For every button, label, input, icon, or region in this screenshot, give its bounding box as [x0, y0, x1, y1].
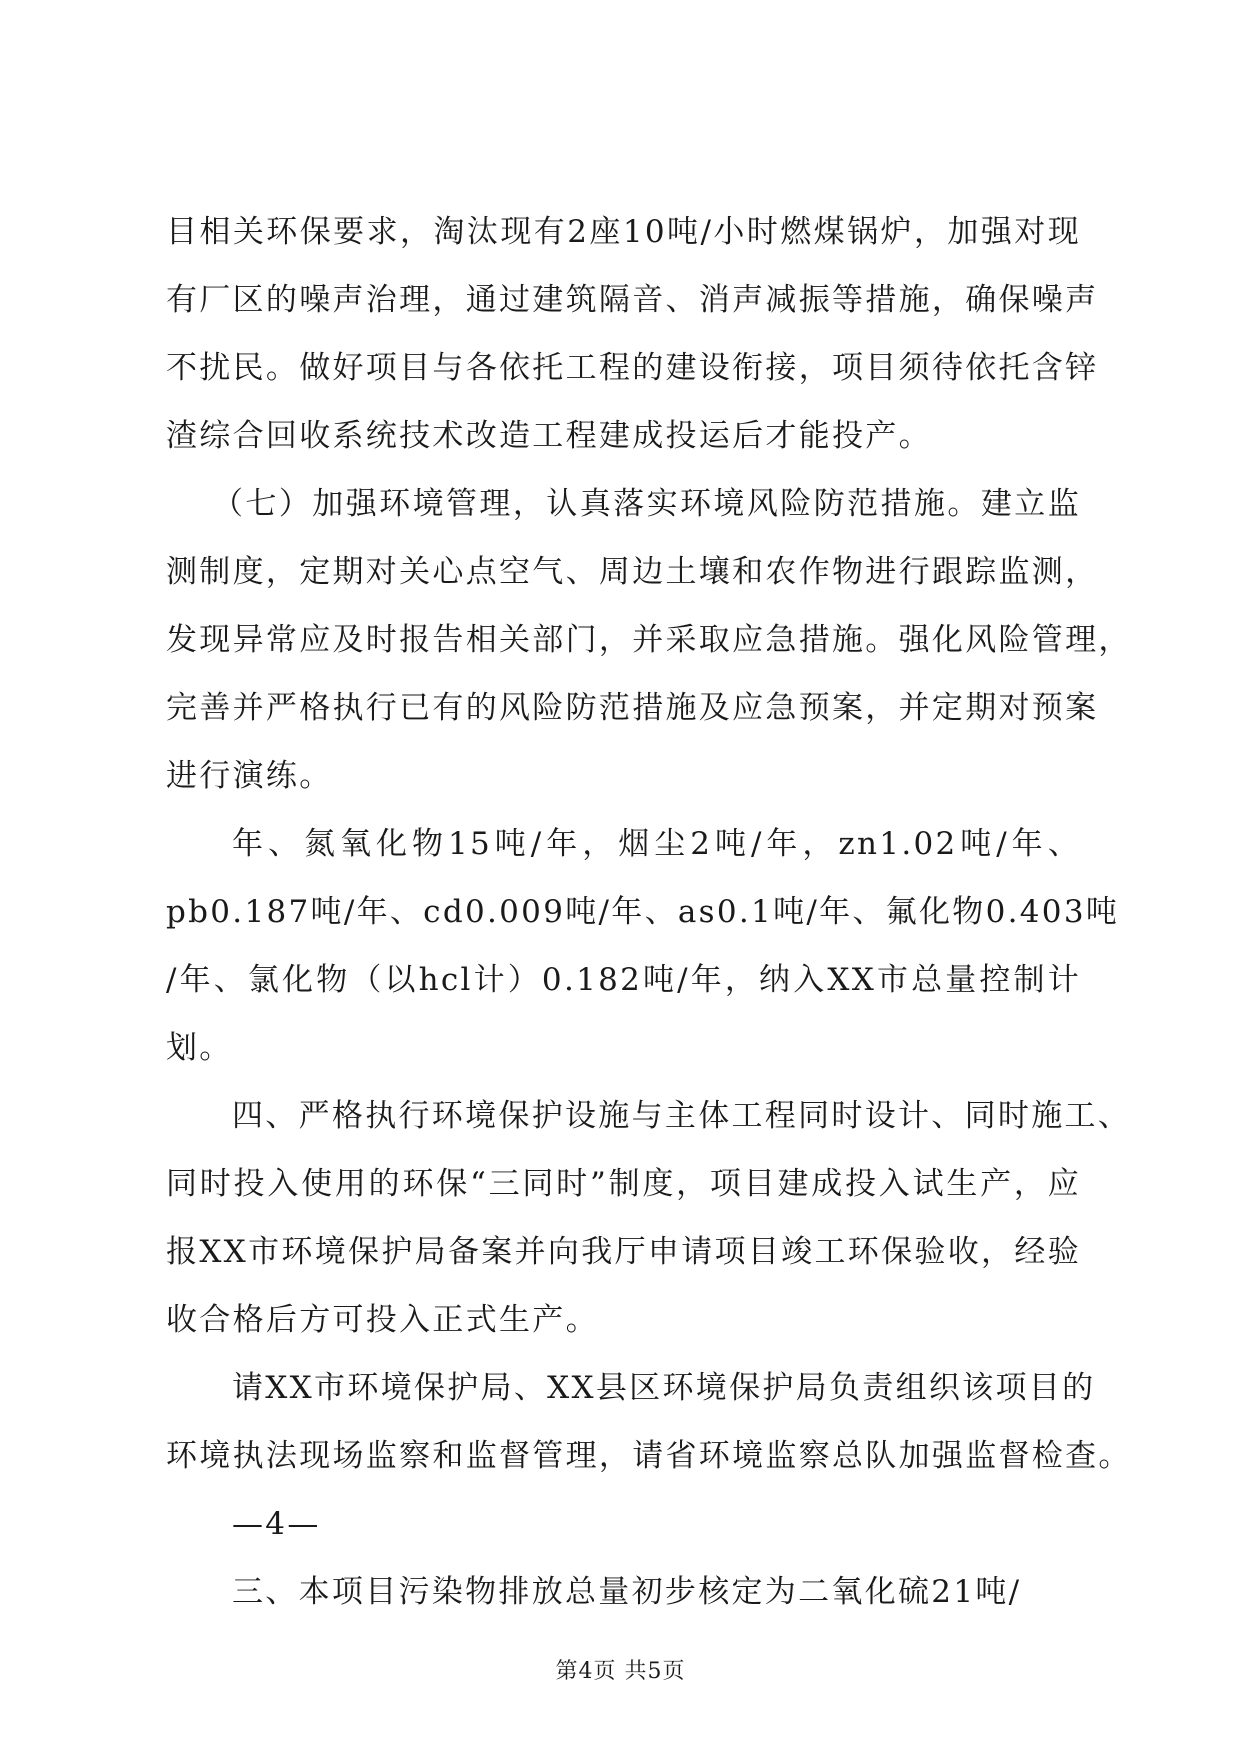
paragraph-line: 划。 [166, 1030, 233, 1066]
paragraph-line: 有厂区的噪声治理，通过建筑隔音、消声减振等措施，确保噪声 [166, 282, 1099, 318]
paragraph-line: 进行演练。 [166, 758, 333, 794]
paragraph-line: 渣综合回收系统技术改造工程建成投运后才能投产。 [166, 418, 932, 454]
paragraph-line: 发现异常应及时报告相关部门，并采取应急措施。强化风险管理， [166, 622, 1132, 658]
paragraph-line: 三、本项目污染物排放总量初步核定为二氧化硫21吨/ [232, 1574, 1022, 1610]
paragraph-line: 年、氮氧化物15吨/年，烟尘2吨/年，zn1.02吨/年、 [232, 826, 1081, 862]
paragraph-line: 请XX市环境保护局、XX县区环境保护局负责组织该项目的 [232, 1370, 1096, 1406]
paragraph-line: 同时投入使用的环保“三同时”制度，项目建成投入试生产，应 [166, 1166, 1081, 1202]
paragraph-line: 报XX市环境保护局备案并向我厅申请项目竣工环保验收，经验 [166, 1234, 1081, 1270]
paragraph-line: 四、严格执行环境保护设施与主体工程同时设计、同时施工、 [232, 1098, 1132, 1134]
inline-page-number: —4— [232, 1506, 321, 1542]
paragraph-line: 完善并严格执行已有的风险防范措施及应急预案，并定期对预案 [166, 690, 1099, 726]
paragraph-line: /年、氯化物（以hcl计）0.182吨/年，纳入XX市总量控制计 [166, 962, 1081, 998]
paragraph-line: 环境执法现场监察和监督管理，请省环境监察总队加强监督检查。 [166, 1438, 1132, 1474]
paragraph-line: 测制度，定期对关心点空气、周边土壤和农作物进行跟踪监测， [166, 554, 1099, 590]
paragraph-line: 不扰民。做好项目与各依托工程的建设衔接，项目须待依托含锌 [166, 350, 1099, 386]
paragraph-line: （七）加强环境管理，认真落实环境风险防范措施。建立监 [212, 486, 1081, 522]
paragraph-line: pb0.187吨/年、cd0.009吨/年、as0.1吨/年、氟化物0.403吨 [166, 894, 1120, 930]
page-footer: 第4页 共5页 [555, 1659, 686, 1684]
paragraph-line: 收合格后方可投入正式生产。 [166, 1302, 599, 1338]
paragraph-line: 目相关环保要求，淘汰现有2座10吨/小时燃煤锅炉，加强对现 [166, 214, 1081, 250]
